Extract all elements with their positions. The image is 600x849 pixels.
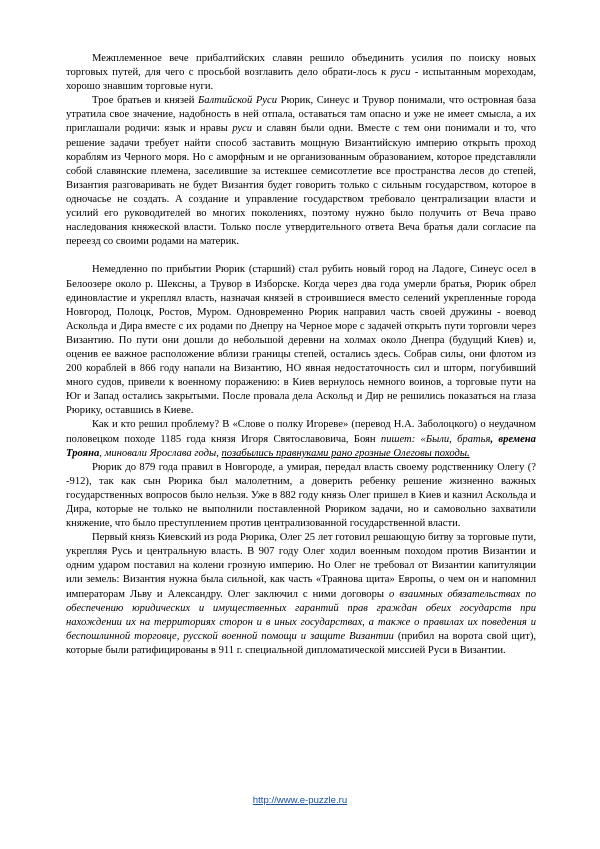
paragraph	[66, 531, 536, 658]
footer	[0, 790, 600, 808]
text-run-italic: , миновали Ярослава годы,	[99, 447, 222, 459]
text-run-underline-italic: позабылись правнуками рано грозные Олеговы походы.	[221, 447, 470, 459]
text-run-normal: (прибил на ворота свой щит), которые были ратифицированы в 911 г. специальной дипломатической миссией Руси в Византии.	[66, 630, 536, 656]
paragraph	[66, 461, 536, 531]
paragraph	[66, 418, 536, 460]
paragraph	[66, 94, 536, 249]
text-run-normal: Рюрик до 879 года правил в Новгороде, а умирая, передал власть своему родственнику Олегу (?-912), так как сын Рюрика был малолетним, а доверить ребенку решение жизненно важных государственных вопросов было нельзя. Уже в 882 году князь Олег пришел в Киев и казнил Аскольда и Дира, которые не только не выполнили поставленной Рюриком задачи, но и самовольно захватили княжение, что было преступлением против централизованной государственной власти.	[66, 461, 536, 530]
text-run-italic: «Были, братья	[420, 433, 491, 445]
text-run-italic: Балтийской Руси	[197, 95, 277, 107]
text-run-normal: Первый князь Киевский из рода Рюрика, Олег 25 лет готовил решающую битву за торговые пути, укрепляя Русь и центральную власть. В 907 году Олег ходил военным походом против Византии и одним ударом поставил на колени грозную империю. Но Олег не требовал от Византии капитуляции или земель: Византия нужна была сильной, как часть «Траянова щита» Европы, о чем он и напомнил императорам Льву и Александру. Олег заключил с ними договоры	[66, 532, 536, 600]
text-run-bold-italic: , времена Трояна	[66, 433, 536, 459]
paragraph	[66, 52, 536, 94]
document-text-body	[66, 52, 536, 658]
text-run-normal: Трое братьев и князей	[92, 95, 198, 107]
text-run-normal: - испытанным мореходам, хорошо знавшим торговые нуги.	[66, 67, 536, 93]
text-run-italic: пишет:	[380, 433, 416, 445]
text-run-normal: Межплеменное вече прибалтийских славян решило объединить усилия по поиску новых торговых путей, для чего с просьбой возглавить дело обрати-лось к	[66, 53, 536, 79]
paragraph	[66, 263, 536, 418]
text-run-normal: Как и кто решил проблему? В «Слове о полку Игореве» (перевод Н.А. Заболоцкого) о неудачном половецком походе 1185 года князя Игоря Святославовича, Боян	[66, 419, 536, 445]
text-run-normal: Рюрик, Синеус и Трувор понимали, что островная база утратила свое значение, надобность в ней отпала, оставаться там опасно и уже не имеет смысла, а их приглашали родичи: язык и нравы	[66, 95, 537, 135]
text-run-italic: о взаимных обязательствах по обеспечению юридических и имущественных гарантий прав граждан обеих государств при нахождении их на территориях сторон и в иных государствах, а также о правилах их поведения и беспошлинной торговце, русской военной помощи и защите Византии	[66, 588, 536, 642]
text-run-italic: руси	[232, 123, 253, 135]
text-run-normal: и славян были одни. Вместе с тем они понимали и то, что решение задачи требует найти способ заставить мощную Византийскую империю открыть проход кораблям из Черного моря. Но с аморфным и не организованным образованием, которое представляли собой славянские племена, заселившие за истекшее семисотлетие все пространства лесов до степей, Византия разговаривать не будет Византия будет говорить только с сильным государством, которое в одночасье не создать. А создание и управление государством требовало централизации власти и усилий его руководителей во многих поколениях, поэтому нужно было получить от Веча право наследования княжеской власти. Только после утвердительного ответа Веча братья дали согласие па переезд со своими родами на материк.	[66, 123, 536, 248]
text-run-italic: руси	[390, 67, 411, 79]
text-run-normal: Немедленно по прибытии Рюрик (старший) стал рубить новый город на Ладоге, Синеус осел в Белоозере около р. Шексны, а Трувор в Изборске. Когда через два года умерли братья, Рюрик обрел единовластие и укреплял власть, назначая князей в строившиеся вместо селений укрепленные города Новгород, Полоцк, Ростов, Муром. Одновременно Рюрик направил часть своей дружины - воевод Аскольда и Дира вместе с их родами по Днепру на Черное море с задачей открыть пути торговли через Византию. По пути они дошли до небольшой деревни на холмах около Днепра (будущий Киев) и, оценив ее важное расположение вблизи границы степей, остались здесь. Собрав силы, они флотом из 200 кораблей в 866 году напали на Византию, НО явная недостаточность сил и шторм, погубивший много судов, привели к военному поражению: в Киев вернулось немного воинов, а торговые пути на Юг и Запад остались закрытыми. После провала дела Аскольд и Дир не решились показаться на глаза Рюрику, оставшись в Киеве.	[66, 264, 536, 417]
footer-source-link[interactable]: http://www.e-puzzle.ru	[252, 795, 348, 806]
